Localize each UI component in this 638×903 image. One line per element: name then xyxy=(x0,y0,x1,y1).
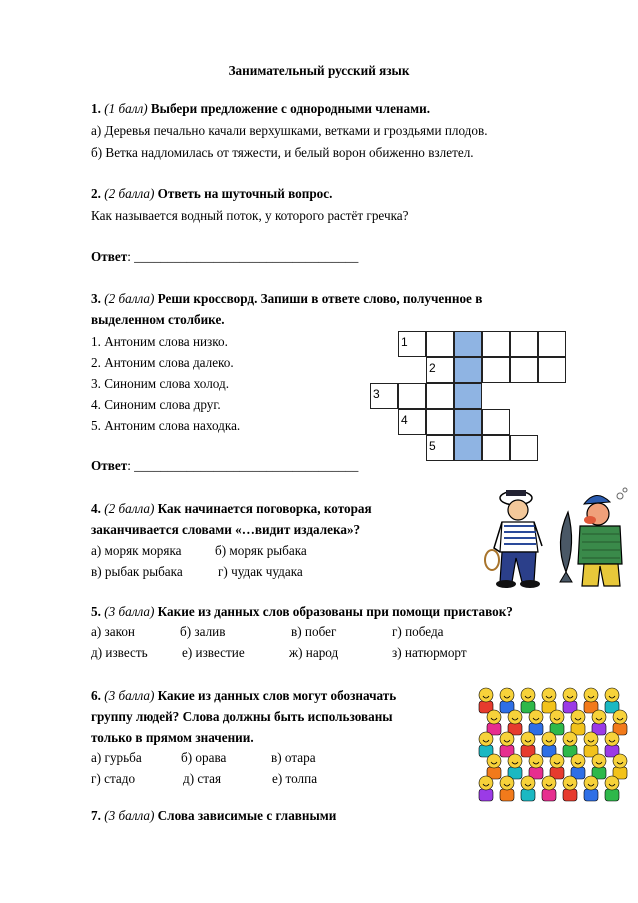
crossword-cell[interactable] xyxy=(510,435,538,461)
q7-points: (3 балла) xyxy=(104,808,155,823)
crowd-child-head xyxy=(500,776,514,790)
q4-task-line2: заканчивается словами «…видит издалека»? xyxy=(91,522,361,537)
q3-answer-line[interactable]: : __________________________________ xyxy=(127,458,359,473)
crowd-child-head xyxy=(592,710,606,724)
q3-task-line1: Реши кроссворд. Запиши в ответе слово, полученное в xyxy=(157,291,483,306)
q1-points: (1 балл) xyxy=(104,101,148,116)
q6-option-b: б) орава xyxy=(181,750,227,765)
q6-task-line2: группу людей? Слова должны быть использованы xyxy=(91,709,393,724)
crowd-child-head xyxy=(571,710,585,724)
crowd-child-head xyxy=(521,732,535,746)
q7-number: 7. xyxy=(91,808,101,823)
crossword-cell[interactable] xyxy=(482,409,510,435)
q6-points: (3 балла) xyxy=(104,688,155,703)
q2-heading xyxy=(91,185,332,202)
q6-number: 6. xyxy=(91,688,101,703)
q6-option-e: д) стая xyxy=(183,771,222,786)
crowd-child-head xyxy=(487,710,501,724)
crowd-child-head xyxy=(605,776,619,790)
q2-points: (2 балла) xyxy=(104,186,155,201)
q5-option-d: г) победа xyxy=(392,624,444,639)
crowd-child-head xyxy=(479,688,493,702)
crossword-number: 3 xyxy=(373,387,380,401)
crossword-cell[interactable] xyxy=(426,409,454,435)
crowd-child-body xyxy=(584,789,598,801)
crossword-cell[interactable] xyxy=(538,357,566,383)
q3-clue-3: 3. Синоним слова холод. xyxy=(91,376,229,391)
q3-answer-label: Ответ xyxy=(91,458,128,473)
crowd-child-body xyxy=(542,789,556,801)
q3-clue-4: 4. Синоним слова друг. xyxy=(91,397,221,412)
crossword-cell[interactable] xyxy=(454,383,482,409)
q1-option-a: а) Деревья печально качали верхушками, ветками и гроздьями плодов. xyxy=(91,123,488,138)
q4-task-line1: Как начинается поговорка, которая xyxy=(157,501,372,516)
sailor-fisherman-illustration xyxy=(480,482,630,590)
crowd-child-head xyxy=(479,732,493,746)
q2-answer-line[interactable]: : __________________________________ xyxy=(127,249,359,264)
q1-task: Выбери предложение с однородными членами. xyxy=(150,101,430,116)
crossword-cell[interactable] xyxy=(482,331,510,357)
q7-heading xyxy=(91,807,336,824)
q5-option-c: в) побег xyxy=(291,624,337,639)
crossword-cell[interactable] xyxy=(454,435,482,461)
crowd-child-head xyxy=(479,776,493,790)
q4-option-c: в) рыбак рыбака xyxy=(91,564,183,579)
q7-task: Слова зависимые с главными xyxy=(157,808,337,823)
q6-heading xyxy=(91,687,396,704)
crossword-cell[interactable] xyxy=(398,383,426,409)
crowd-child-head xyxy=(542,688,556,702)
q4-option-b: б) моряк рыбака xyxy=(215,543,307,558)
crossword-cell[interactable] xyxy=(482,357,510,383)
crossword-number: 1 xyxy=(401,335,408,349)
crowd-child-head xyxy=(605,688,619,702)
crossword-cell[interactable] xyxy=(538,331,566,357)
q4-option-a: а) моряк моряка xyxy=(91,543,182,558)
q6-task-line1: Какие из данных слов могут обозначать xyxy=(157,688,397,703)
crowd-child-head xyxy=(592,754,606,768)
q5-option-a: а) закон xyxy=(91,624,135,639)
q4-heading xyxy=(91,500,372,517)
crossword-grid xyxy=(370,331,580,457)
q6-option-d: г) стадо xyxy=(91,771,136,786)
crossword-cell[interactable] xyxy=(482,435,510,461)
q4-points: (2 балла) xyxy=(104,501,155,516)
crowd-child-head xyxy=(584,776,598,790)
q1-heading xyxy=(91,100,430,117)
crowd-child-head xyxy=(500,688,514,702)
crowd-child-head xyxy=(529,754,543,768)
q3-clue-1: 1. Антоним слова низко. xyxy=(91,334,228,349)
crossword-cell[interactable] xyxy=(426,331,454,357)
q6-option-a: а) гурьба xyxy=(91,750,142,765)
crossword-cell[interactable] xyxy=(510,357,538,383)
crowd-child-head xyxy=(521,688,535,702)
crowd-child-body xyxy=(500,789,514,801)
q4-option-d: г) чудак чудака xyxy=(218,564,303,579)
q3-clue-2: 2. Антоним слова далеко. xyxy=(91,355,234,370)
q5-option-f: е) известие xyxy=(182,645,245,660)
crowd-child-head xyxy=(508,710,522,724)
q3-task-line2: выделенном столбике. xyxy=(91,312,225,327)
crowd-child-head xyxy=(584,688,598,702)
crowd-child-head xyxy=(563,776,577,790)
crowd-child-head xyxy=(563,732,577,746)
crossword-cell[interactable] xyxy=(454,409,482,435)
crowd-child-head xyxy=(529,710,543,724)
crowd-child-body xyxy=(479,789,493,801)
q5-option-e: д) известь xyxy=(91,645,148,660)
q6-option-f: е) толпа xyxy=(272,771,318,786)
crowd-child-body xyxy=(521,789,535,801)
q6-option-c: в) отара xyxy=(271,750,316,765)
q2-answer[interactable] xyxy=(91,248,358,265)
q4-number: 4. xyxy=(91,501,101,516)
crowd-child-head xyxy=(584,732,598,746)
crowd-child-head xyxy=(605,732,619,746)
crowd-child-head xyxy=(521,776,535,790)
crossword-cell[interactable] xyxy=(454,331,482,357)
q5-heading xyxy=(91,603,513,620)
q1-option-b: б) Ветка надломилась от тяжести, и белый ворон обиженно взлетел. xyxy=(91,145,474,160)
page-title: Занимательный русский язык xyxy=(228,63,410,78)
crowd-child-head xyxy=(613,754,627,768)
crowd-child-head xyxy=(613,710,627,724)
crowd-illustration xyxy=(476,683,632,803)
crowd-child-body xyxy=(563,789,577,801)
q5-number: 5. xyxy=(91,604,101,619)
crowd-child-head xyxy=(500,732,514,746)
crowd-child-head xyxy=(487,754,501,768)
crowd-child-head xyxy=(542,732,556,746)
q5-task: Какие из данных слов образованы при помощи приставок? xyxy=(157,604,513,619)
crossword-number: 4 xyxy=(401,413,408,427)
crossword-number: 5 xyxy=(429,439,436,453)
q5-option-b: б) залив xyxy=(180,624,226,639)
crowd-child-head xyxy=(550,754,564,768)
q2-number: 2. xyxy=(91,186,101,201)
q5-option-g: ж) народ xyxy=(289,645,339,660)
crossword-cell[interactable] xyxy=(454,357,482,383)
crowd-child-head xyxy=(508,754,522,768)
crossword-cell[interactable] xyxy=(426,383,454,409)
crowd-child-head xyxy=(542,776,556,790)
crossword-number: 2 xyxy=(429,361,436,375)
q2-answer-label: Ответ xyxy=(91,249,128,264)
crowd-child-head xyxy=(563,688,577,702)
crowd-child-body xyxy=(605,789,619,801)
q3-heading xyxy=(91,290,482,307)
q6-task-line3: только в прямом значении. xyxy=(91,730,254,745)
q2-task: Ответь на шуточный вопрос. xyxy=(157,186,333,201)
q2-question: Как называется водный поток, у которого растёт гречка? xyxy=(91,208,409,223)
q3-points: (2 балла) xyxy=(104,291,155,306)
q5-points: (3 балла) xyxy=(104,604,155,619)
q1-number: 1. xyxy=(91,101,101,116)
q3-number: 3. xyxy=(91,291,101,306)
q3-clue-5: 5. Антоним слова находка. xyxy=(91,418,241,433)
crowd-child-head xyxy=(571,754,585,768)
crossword-cell[interactable] xyxy=(510,331,538,357)
q5-option-h: з) натюрморт xyxy=(392,645,467,660)
crowd-child-head xyxy=(550,710,564,724)
q3-answer[interactable] xyxy=(91,457,358,474)
